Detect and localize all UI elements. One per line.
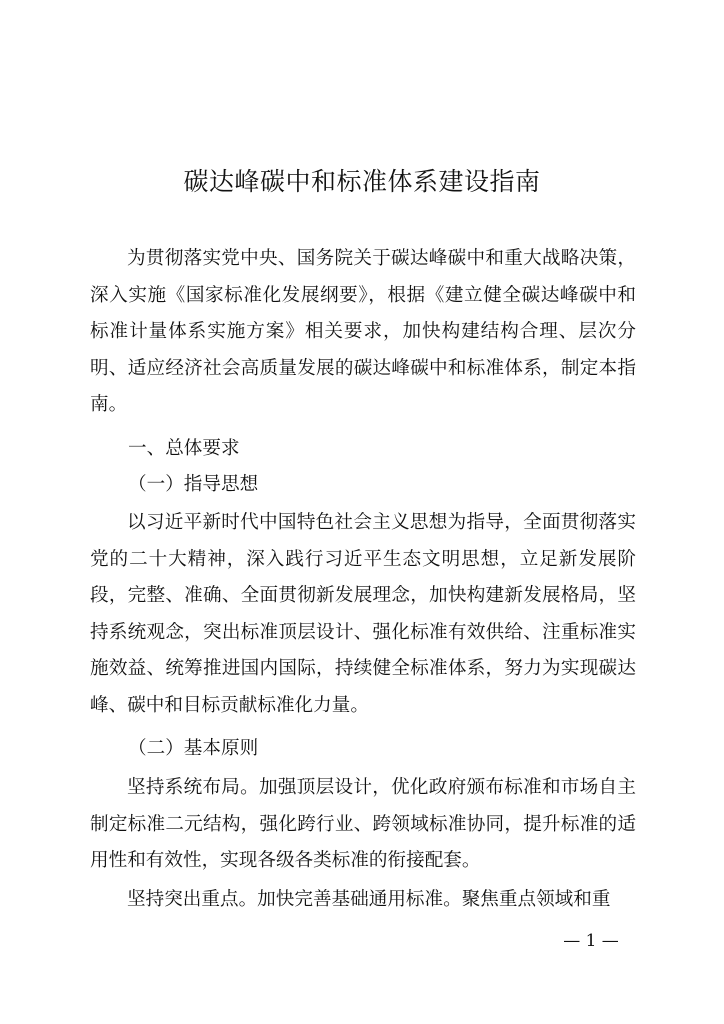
principle-key-focus-paragraph: 坚持突出重点。加快完善基础通用标准。聚焦重点领域和重 bbox=[127, 889, 611, 910]
subsection-heading-basic-principles: （二）基本原则 bbox=[128, 738, 259, 759]
guiding-ideology-paragraph: 以习近平新时代中国特色社会主义思想为指导，全面贯彻落实党的二十大精神，深入践行习近平生态文明思想，立足新发展阶段，完整、准确、全面贯彻新发展理念，加快构建新发展格局，坚持系统观念，突出标准顶层设计、强化标准有效供给、注重标准实施效益、统筹推进国内国际，持续健全标准体系，努力为实现碳达峰、碳中和目标贡献标准化力量。 bbox=[90, 512, 636, 716]
subsection-heading-guiding-ideology: （一）指导思想 bbox=[128, 474, 259, 495]
intro-paragraph: 为贯彻落实党中央、国务院关于碳达峰碳中和重大战略决策，深入实施《国家标准化发展纲要》，根据《建立健全碳达峰碳中和标准计量体系实施方案》相关要求，加快构建结构合理、层次分明、适应经济社会高质量发展的碳达峰碳中和标准体系，制定本指南。 bbox=[90, 248, 636, 416]
section-heading-general-requirements: 一、总体要求 bbox=[128, 438, 240, 459]
page-number: — 1 — bbox=[563, 931, 619, 951]
document-title: 碳达峰碳中和标准体系建设指南 bbox=[183, 167, 541, 196]
principle-systematic-layout-paragraph: 坚持系统布局。加强顶层设计，优化政府颁布标准和市场自主制定标准二元结构，强化跨行业、跨领域标准协同，提升标准的适用性和有效性，实现各级各类标准的衔接配套。 bbox=[90, 777, 636, 872]
